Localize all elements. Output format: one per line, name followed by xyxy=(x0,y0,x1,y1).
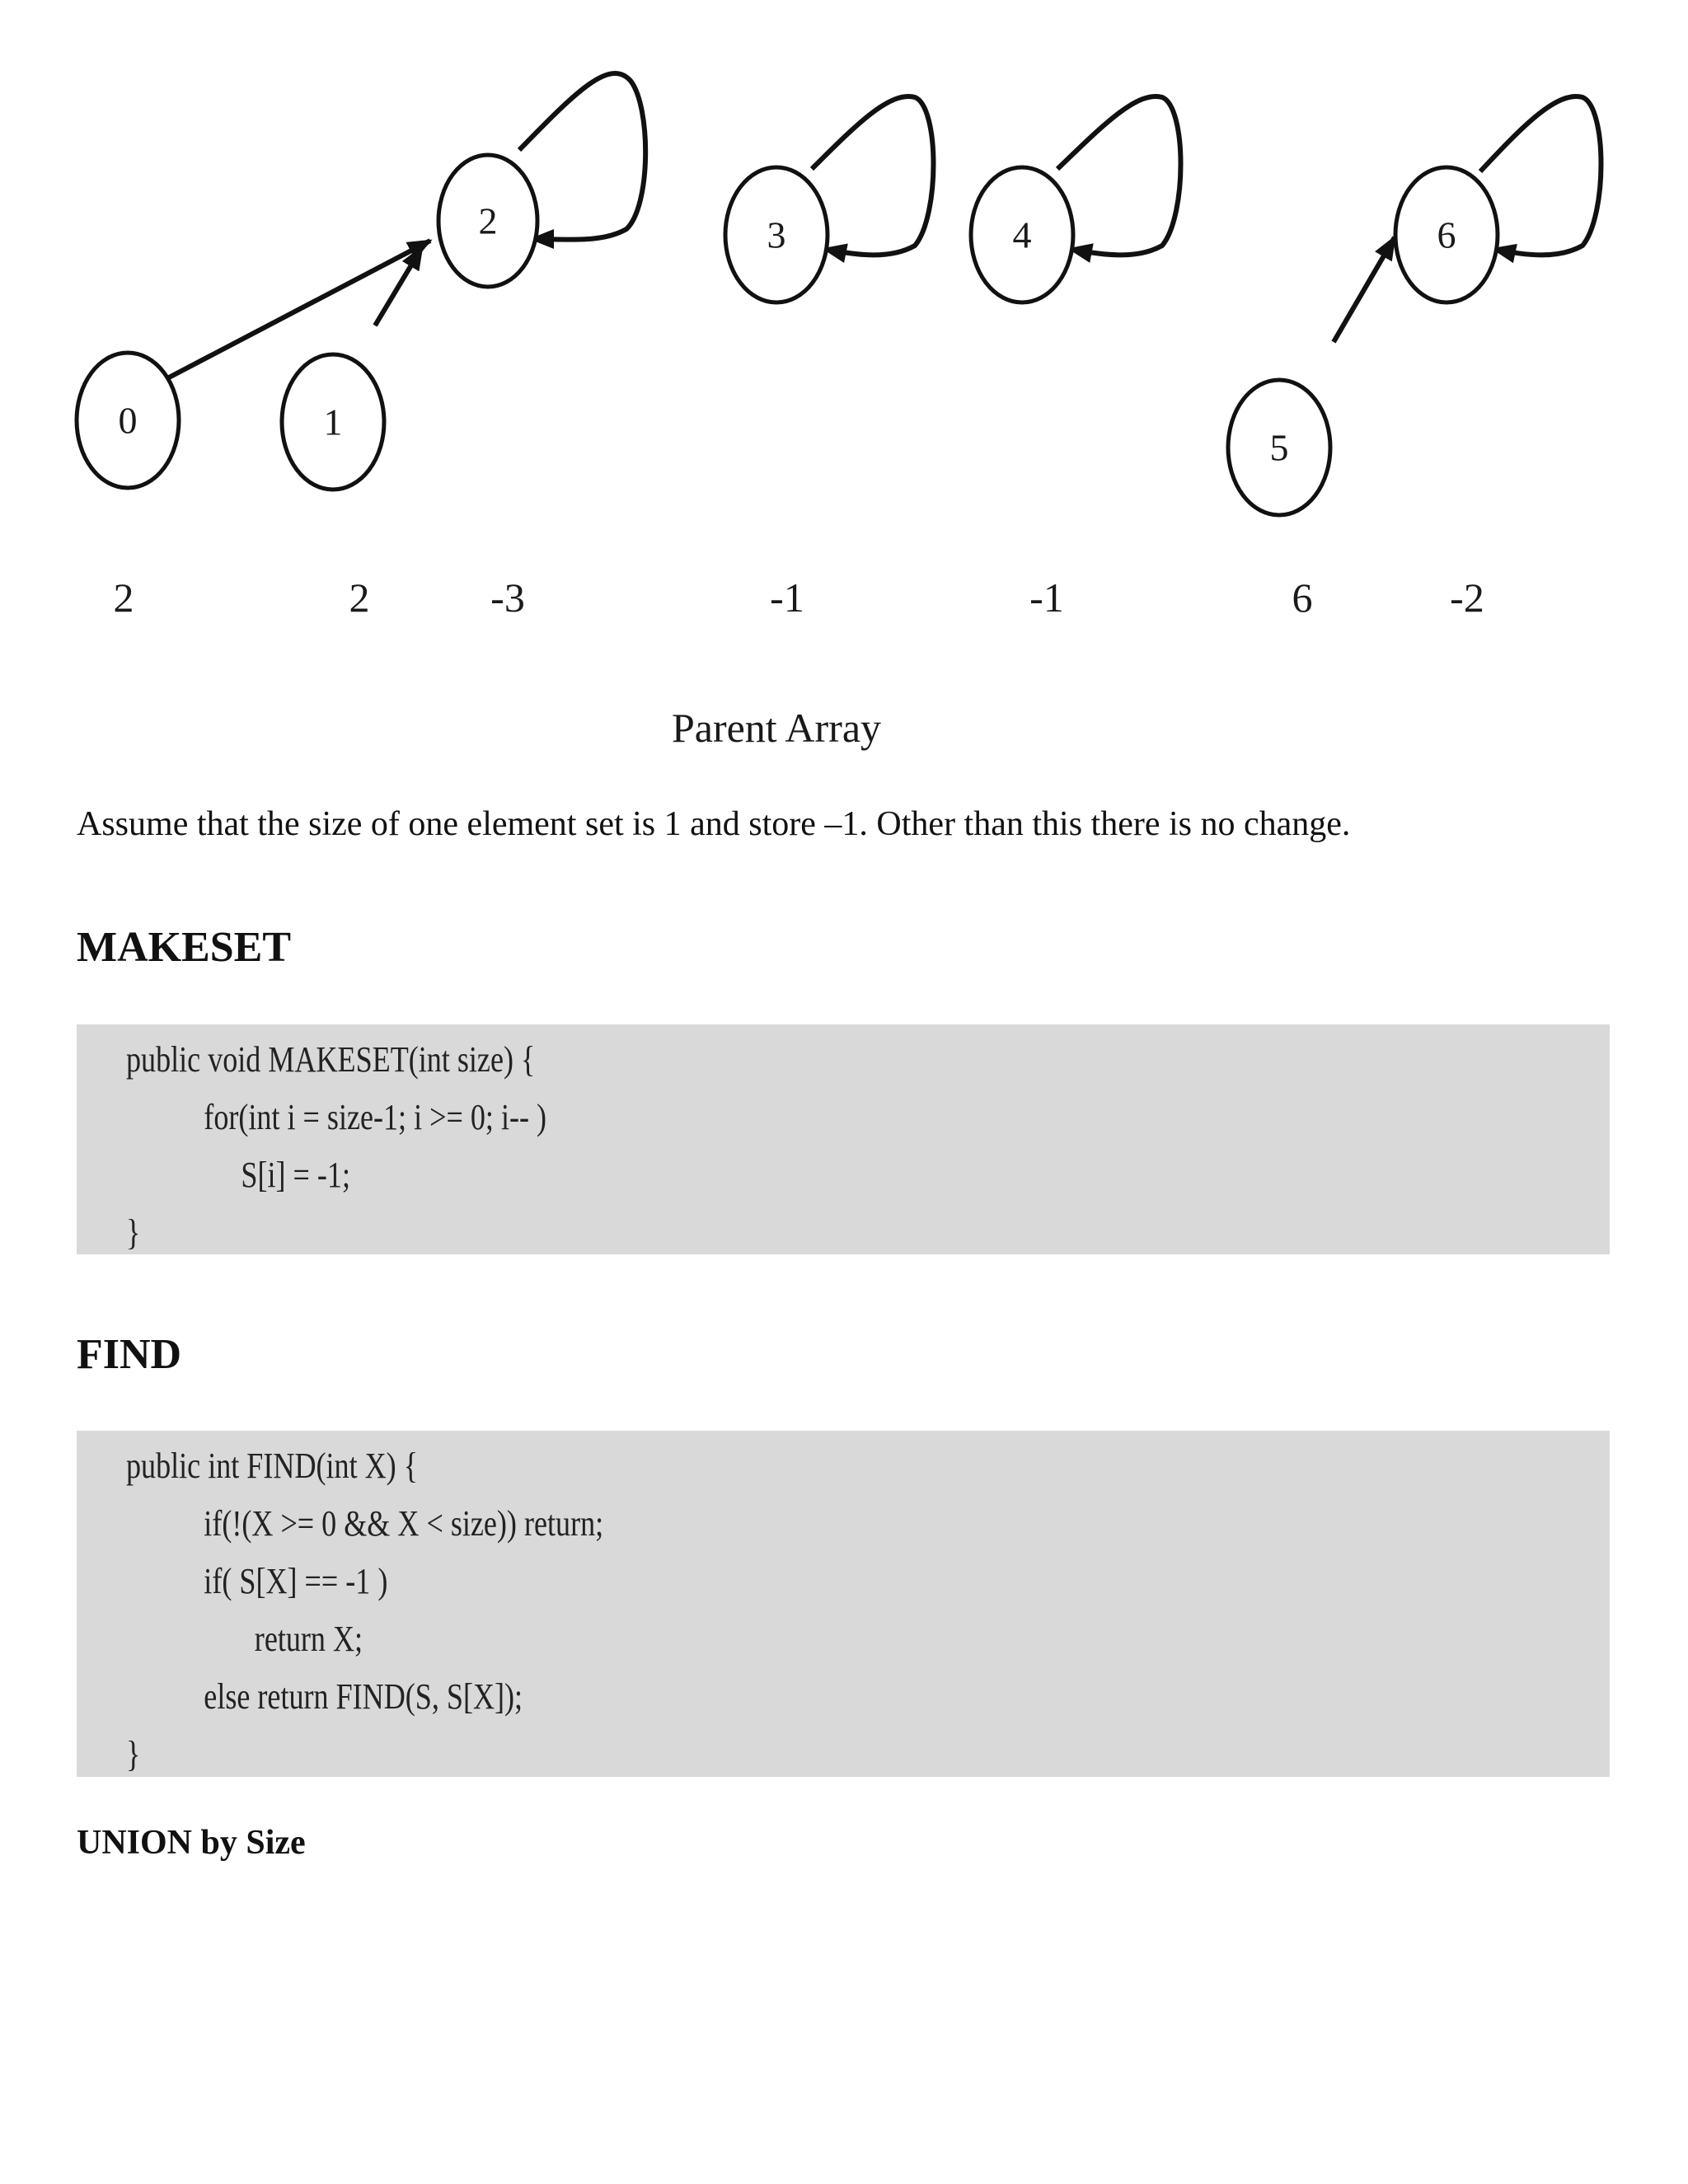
edge-0-to-2 xyxy=(169,241,430,377)
makeset-heading: MAKESET xyxy=(77,924,292,971)
parent-value: -2 xyxy=(1450,574,1484,621)
node-label: 6 xyxy=(1437,213,1456,256)
edge-5-to-6 xyxy=(1334,237,1395,342)
code-line: public int FIND(int X) { xyxy=(126,1446,419,1486)
body-paragraph: Assume that the size of one element set is 1 and store –1. Other than this there is no change. xyxy=(77,805,1351,843)
node-4 xyxy=(971,167,1073,302)
parent-value: -1 xyxy=(1029,574,1064,621)
self-loop-3 xyxy=(812,96,934,255)
parent-value: 2 xyxy=(349,574,370,621)
code-line: if( S[X] == -1 ) xyxy=(204,1561,388,1601)
node-label: 5 xyxy=(1269,426,1289,469)
parent-array-figure xyxy=(0,0,1688,775)
code-line: return X; xyxy=(254,1619,363,1659)
node-label: 1 xyxy=(323,401,343,443)
code-line: for(int i = size-1; i >= 0; i-- ) xyxy=(204,1097,547,1137)
parent-value: 2 xyxy=(113,574,134,621)
node-2 xyxy=(438,155,537,287)
find-heading: FIND xyxy=(77,1331,182,1378)
code-line: } xyxy=(126,1212,141,1253)
node-label: 2 xyxy=(478,199,498,242)
code-line: if(!(X >= 0 && X < size)) return; xyxy=(204,1503,604,1544)
node-3 xyxy=(725,167,828,302)
code-line: S[i] = -1; xyxy=(241,1155,350,1195)
union-heading: UNION by Size xyxy=(77,1824,306,1862)
code-line: public void MAKESET(int size) { xyxy=(126,1039,536,1080)
code-line: } xyxy=(126,1734,141,1774)
parent-value: -3 xyxy=(490,574,525,621)
code-line: else return FIND(S, S[X]); xyxy=(204,1676,523,1717)
node-1 xyxy=(282,354,384,490)
find-code-block xyxy=(77,1431,1610,1777)
node-5 xyxy=(1228,380,1330,515)
node-0 xyxy=(77,353,179,488)
makeset-code-block xyxy=(77,1024,1610,1254)
node-label: 3 xyxy=(767,213,786,256)
node-label: 0 xyxy=(118,399,138,442)
parent-value: -1 xyxy=(770,574,804,621)
self-loop-4 xyxy=(1057,96,1181,255)
node-label: 4 xyxy=(1012,213,1032,256)
node-6 xyxy=(1395,167,1498,302)
figure-caption: Parent Array xyxy=(671,705,882,751)
parent-value: 6 xyxy=(1292,574,1313,621)
